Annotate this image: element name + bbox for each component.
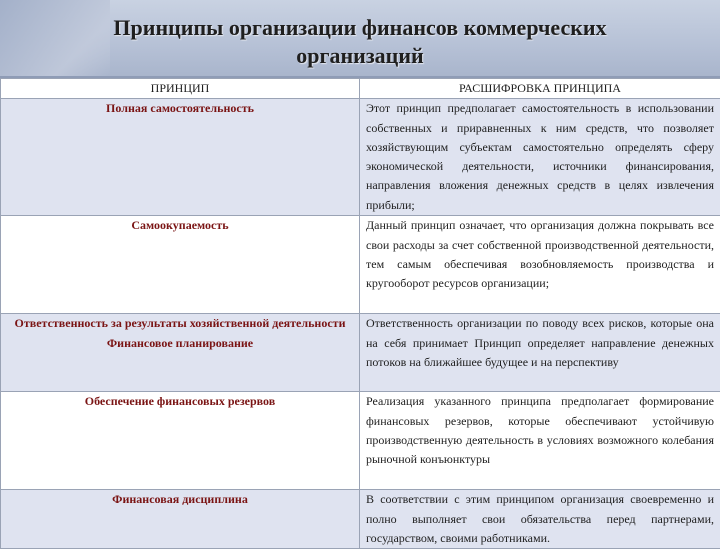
- description-cell: Ответственность организации по поводу всех рисков, которые она на себя принимает Принцип определяет направление денежных потоков на ближайшее будущее и на перспективу: [360, 314, 720, 392]
- title-band: [0, 0, 720, 78]
- description-cell: В соответствии с этим принципом организация своевременно и полно выполняет свои обязательства перед партнерами, государством, своими работниками.: [360, 490, 720, 549]
- principle-name: Финансовое планирование: [7, 334, 353, 353]
- description-cell: Этот принцип предполагает самостоятельность в использовании собственных и приравненных к ним средств, что позволяет хозяйствующим субъектам самостоятельно определять сферу экономической деятельности, источники финансирования, направления вложения денежных средств в целях извлечения прибыли;: [360, 99, 720, 216]
- principles-table: [0, 78, 720, 549]
- table-row: [1, 314, 720, 392]
- slide-title: Принципы организации финансов коммерческих организаций: [60, 14, 660, 70]
- table-row: [1, 99, 720, 216]
- principle-cell: [1, 216, 360, 314]
- principle-name: Ответственность за результаты хозяйственной деятельности: [7, 314, 353, 333]
- principle-cell: [1, 99, 360, 216]
- description-cell: Данный принцип означает, что организация должна покрывать все свои расходы за счет собственной производственной деятельности, тем самым обеспечивая возобновляемость производства и кругооборот ресурсов организации;: [360, 216, 720, 314]
- principle-cell: [1, 314, 360, 392]
- header-principle: ПРИНЦИП: [1, 79, 360, 99]
- table-row: [1, 392, 720, 490]
- principle-name: Полная самостоятельность: [7, 99, 353, 118]
- description-cell: Реализация указанного принципа предполагает формирование финансовых резервов, которые обеспечивают устойчивую производственную деятельность в условиях возможного колебания рыночной конъюнктуры: [360, 392, 720, 490]
- principle-name: Финансовая дисциплина: [7, 490, 353, 509]
- table-row: [1, 216, 720, 314]
- header-description: РАСШИФРОВКА ПРИНЦИПА: [360, 79, 720, 99]
- principle-cell: [1, 392, 360, 490]
- table-header-row: [1, 79, 720, 99]
- principle-name: Обеспечение финансовых резервов: [7, 392, 353, 411]
- principle-name: Самоокупаемость: [7, 216, 353, 235]
